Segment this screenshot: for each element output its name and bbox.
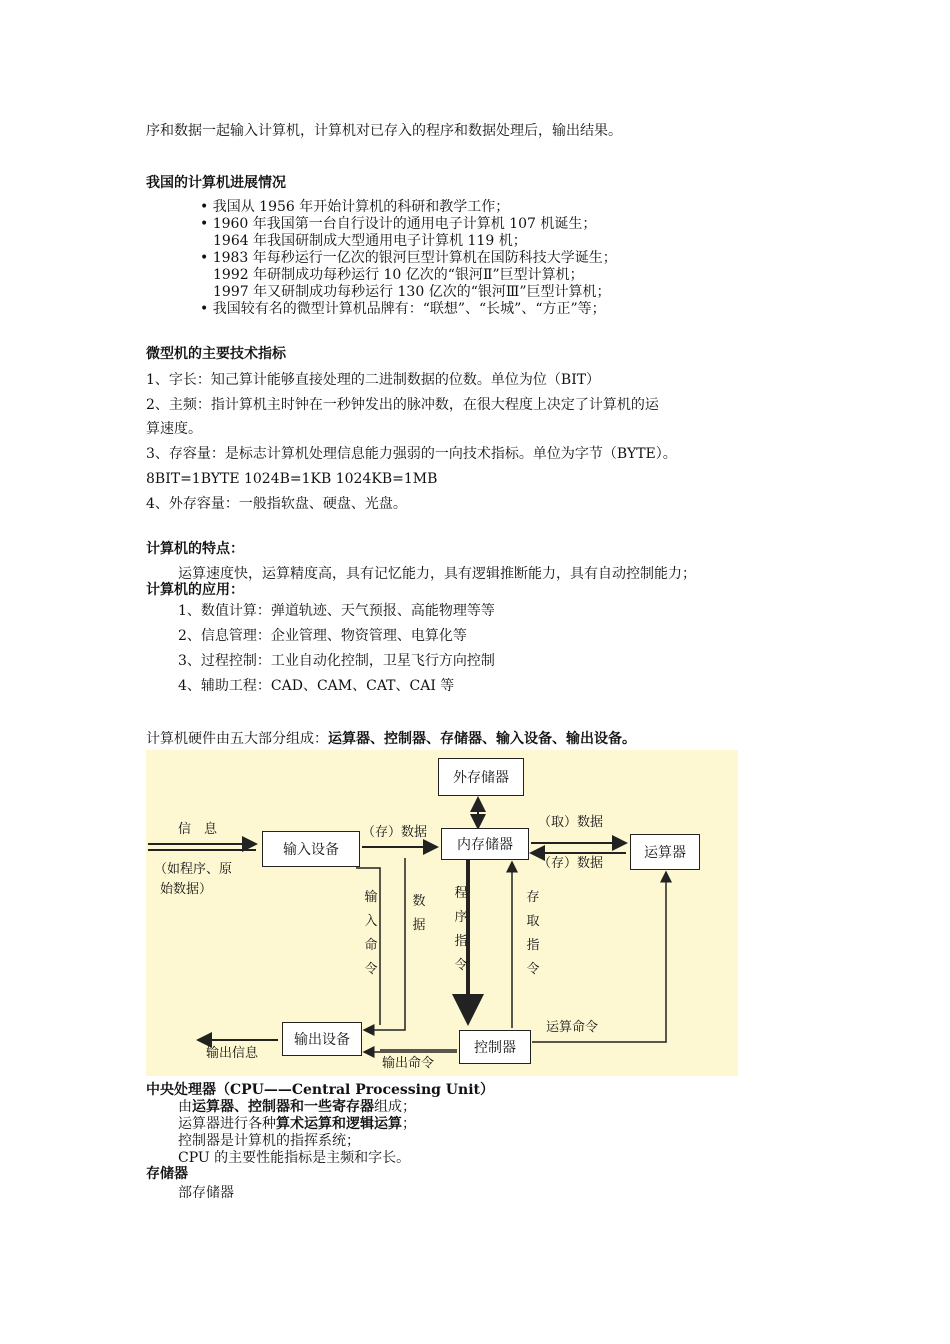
hardware-line: [146, 731, 636, 748]
progress-line-7: • 我国较有名的微型计算机品牌有：“联想”、“长城”、“方正”等；: [200, 301, 606, 317]
cpu-line-4: CPU 的主要性能指标是主频和字长。: [178, 1150, 411, 1166]
application-item-1: 1、数值计算：弹道轨迹、天气预报、高能物理等等: [178, 603, 495, 619]
program-instruction-label: 程序指令: [454, 886, 468, 973]
progress-line-3: 1964 年我国研制成大型通用电子计算机 119 机；: [213, 233, 527, 249]
indicators-heading: 微型机的主要技术指标: [146, 346, 286, 362]
indicator-line-1: 1、字长：知己算计能够直接处理的二进制数据的位数。单位为位（BIT）: [146, 372, 601, 388]
hardware-parts: 运算器、控制器、存储器、输入设备、输出设备。: [328, 731, 636, 747]
cpu-line-1b: 运算器、控制器和一些寄存器: [192, 1099, 374, 1115]
cpu-line-2c: ；: [402, 1116, 416, 1132]
application-item-4: 4、辅助工程：CAD、CAM、CAT、CAI 等: [178, 678, 455, 694]
indicator-line-5: 8BIT=1BYTE 1024B=1KB 1024KB=1MB: [146, 471, 438, 487]
alu-command-label: 运算命令: [546, 1020, 599, 1035]
cpu-line-3: 控制器是计算机的指挥系统；: [178, 1133, 360, 1149]
input-device-box: 输入设备: [262, 831, 360, 867]
hardware-diagram: [146, 750, 738, 1076]
cpu-line-2b: 算术运算和逻辑运算: [276, 1116, 402, 1132]
intro-line: 序和数据一起输入计算机，计算机对已存入的程序和数据处理后，输出结果。: [146, 123, 622, 139]
diagram-arrows: [146, 750, 738, 1076]
application-item-3: 3、过程控制：工业自动化控制，卫星飞行方向控制: [178, 653, 495, 669]
progress-line-4: • 1983 年每秒运行一亿次的银河巨型计算机在国防科技大学诞生；: [200, 250, 617, 266]
applications-heading: 计算机的应用：: [146, 582, 244, 598]
controller-box: 控制器: [459, 1030, 531, 1064]
main-memory-box: 内存储器: [441, 828, 529, 860]
hardware-prefix: 计算机硬件由五大部分组成：: [146, 731, 328, 747]
cpu-line-1: [178, 1099, 416, 1116]
data-label: 数据: [412, 894, 426, 933]
progress-line-5: 1992 年研制成功每秒运行 10 亿次的“银河Ⅱ”巨型计算机；: [213, 267, 584, 283]
indicator-line-2: 2、主频：指计算机主时钟在一秒钟发出的脉冲数，在很大程度上决定了计算机的运: [146, 397, 659, 413]
info-source-label-2: 始数据）: [160, 882, 213, 897]
alu-box: 运算器: [630, 834, 700, 870]
indicator-line-4: 3、存容量：是标志计算机处理信息能力强弱的一向技术指标。单位为字节（BYTE）。: [146, 446, 677, 462]
fetch-data-label: （取）数据: [538, 815, 604, 830]
store-data-label: （存）数据: [362, 825, 428, 840]
cpu-heading: 中央处理器（CPU——Central Processing Unit）: [146, 1082, 494, 1098]
access-instruction-label: 存取指令: [526, 890, 540, 977]
progress-line-6: 1997 年又研制成功每秒运行 130 亿次的“银河Ⅲ”巨型计算机；: [213, 284, 611, 300]
progress-heading: 我国的计算机进展情况: [146, 175, 286, 191]
progress-line-1: • 我国从 1956 年开始计算机的科研和教学工作；: [200, 199, 510, 215]
store-data-label-2: （存）数据: [538, 856, 604, 871]
output-device-box: 输出设备: [282, 1022, 362, 1056]
info-source-label-1: （如程序、原: [154, 862, 233, 877]
output-info-label: 输出信息: [206, 1046, 259, 1061]
output-command-label: 输出命令: [382, 1056, 435, 1071]
features-heading: 计算机的特点：: [146, 541, 244, 557]
indicator-line-3: 算速度。: [146, 421, 202, 437]
storage-heading: 存储器: [146, 1166, 188, 1182]
progress-line-2: • 1960 年我国第一台自行设计的通用电子计算机 107 机诞生；: [200, 216, 597, 232]
cpu-line-2: [178, 1116, 416, 1133]
application-item-2: 2、信息管理：企业管理、物资管理、电算化等: [178, 628, 467, 644]
indicator-line-6: 4、外存容量：一般指软盘、硬盘、光盘。: [146, 496, 407, 512]
info-label: 信 息: [178, 822, 218, 837]
cpu-line-1c: 组成；: [374, 1099, 416, 1115]
cpu-line-2a: 运算器进行各种: [178, 1116, 276, 1132]
features-text: 运算速度快，运算精度高，具有记忆能力，具有逻辑推断能力，具有自动控制能力；: [178, 566, 696, 582]
cpu-line-1a: 由: [178, 1099, 192, 1115]
ext-storage-box: 外存储器: [438, 758, 524, 796]
storage-line: 部存储器: [178, 1185, 234, 1201]
input-command-label: 输入命令: [364, 890, 378, 977]
